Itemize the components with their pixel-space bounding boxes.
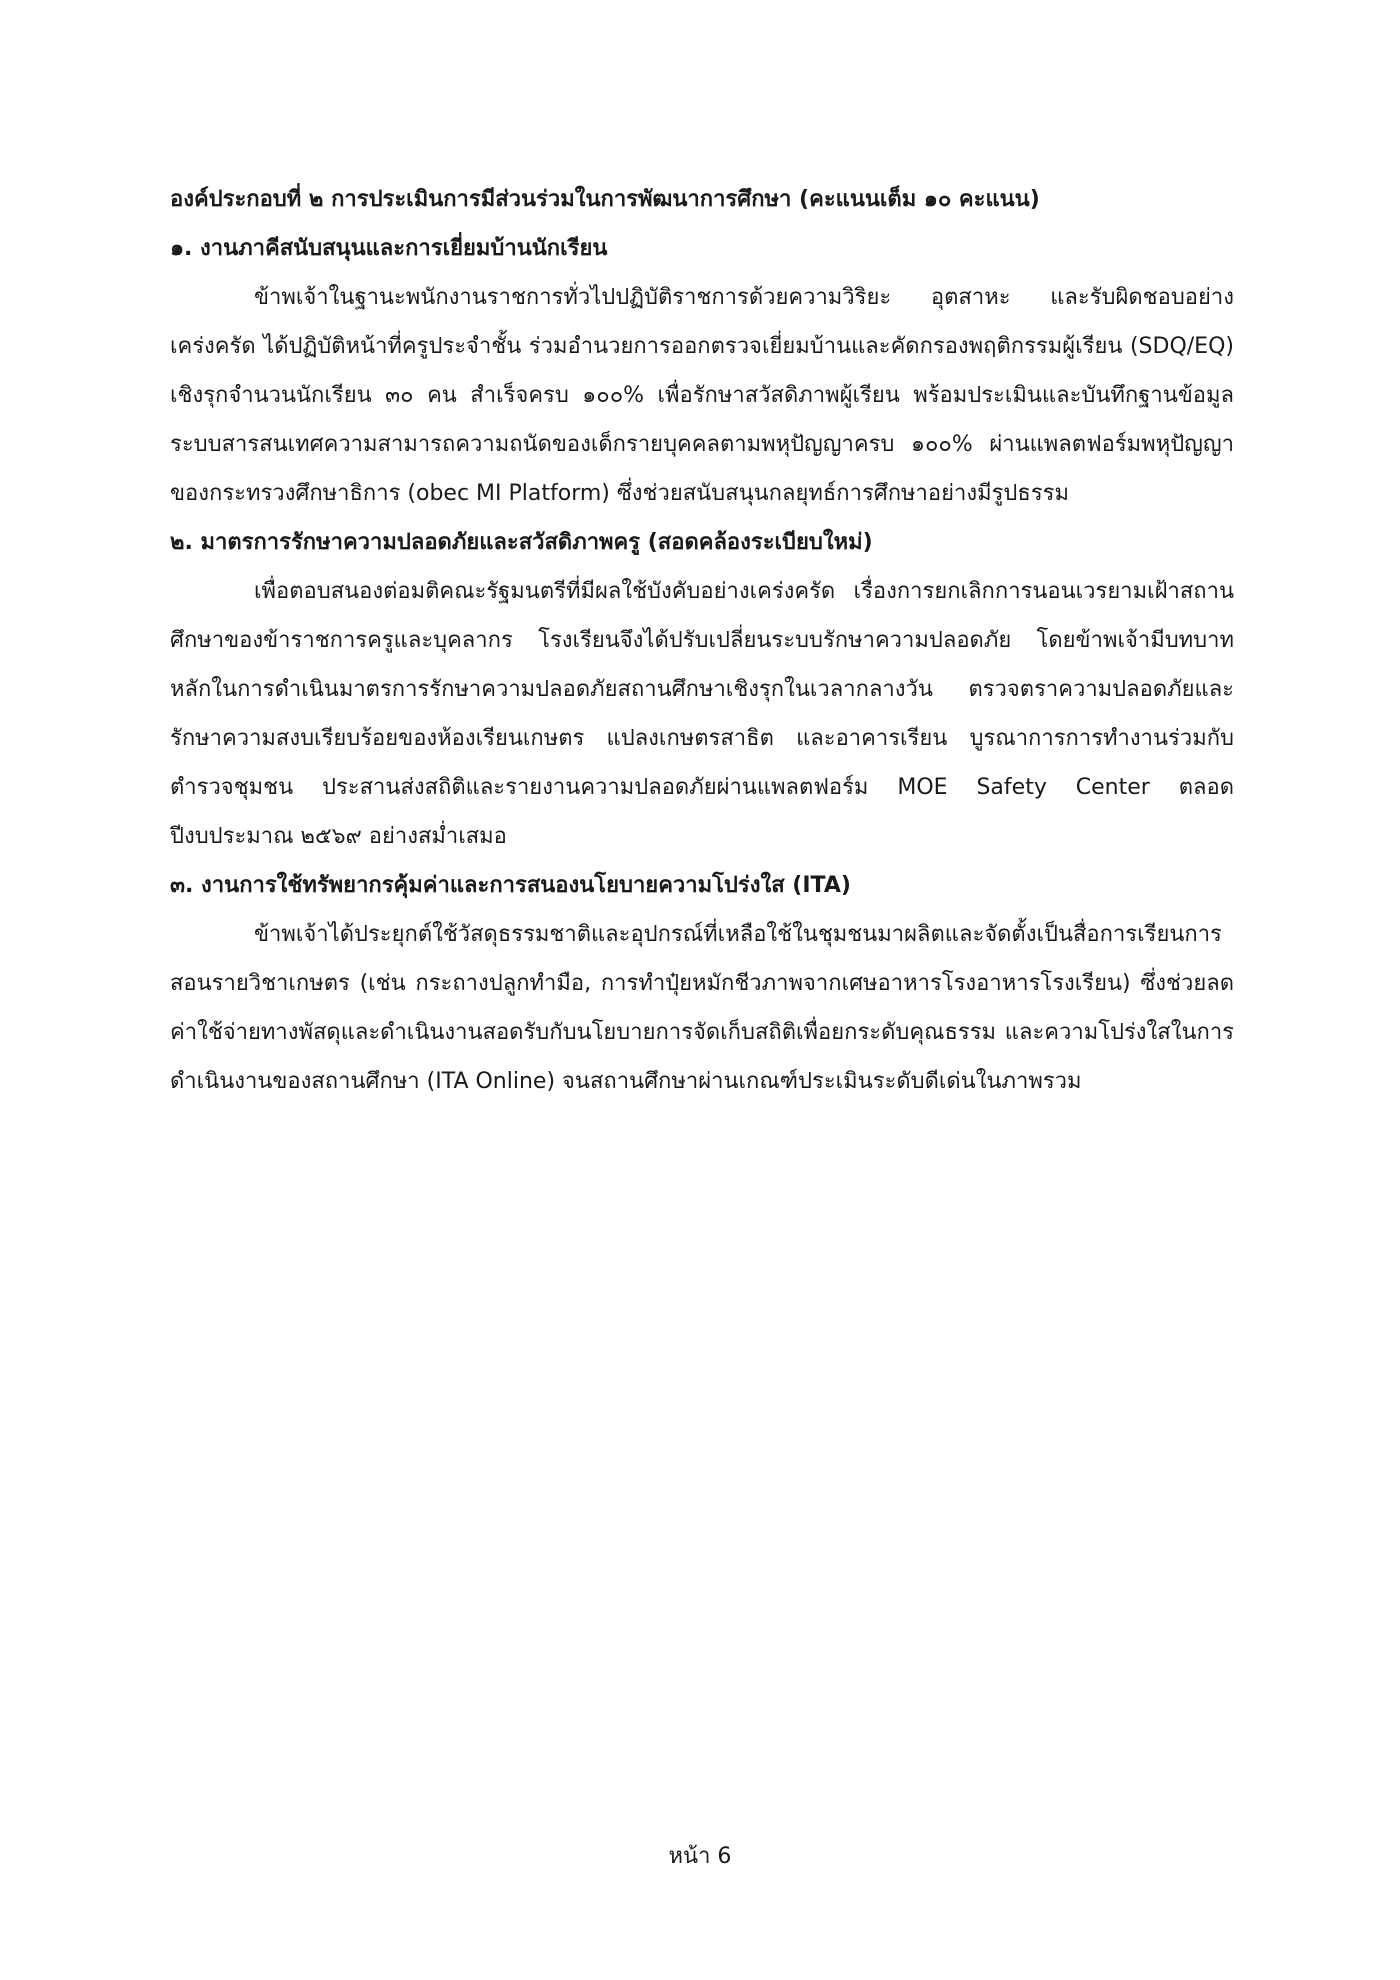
section-1-body: ข้าพเจ้าในฐานะพนักงานราชการทั่วไปปฏิบัติราชการด้วยความวิริยะ อุตสาหะ และรับผิดชอบอย่างเคร่งครัด ได้ปฏิบัติหน้าที่ครูประจำชั้น ร่วมอำนวยการออกตรวจเยี่ยมบ้านและคัดกรองพฤติกรรมผู้เรียน (SDQ/EQ) เชิงรุกจำนวนนักเรียน ๓๐ คน สำเร็จครบ ๑๐๐% เพื่อรักษาสวัสดิภาพผู้เรียน พร้อมประเมินและบันทึกฐานข้อมูลระบบสารสนเทศความสามารถความถนัดของเด็กรายบุคคลตามพหุปัญญาครบ ๑๐๐% ผ่านแพลตฟอร์มพหุปัญญา ของกระทรวงศึกษาธิการ (obec MI Platform) ซึ่งช่วยสนับสนุนกลยุทธ์การศึกษาอย่างมีรูปธรรม [170, 285, 1234, 506]
component-heading: องค์ประกอบที่ ๒ การประเมินการมีส่วนร่วมในการพัฒนาการศึกษา (คะแนนเต็ม ๑๐ คะแนน) [170, 187, 1040, 212]
section-3-heading: ๓. งานการใช้ทรัพยากรคุ้มค่าและการสนองนโยบายความโปร่งใส (ITA) [170, 873, 851, 898]
section-1-heading: ๑. งานภาคีสนับสนุนและการเยี่ยมบ้านนักเรียน [170, 236, 608, 261]
page-number: หน้า 6 [668, 1844, 732, 1869]
document-content [170, 175, 1234, 1106]
section-3-body: ข้าพเจ้าได้ประยุกต์ใช้วัสดุธรรมชาติและอุปกรณ์ที่เหลือใช้ในชุมชนมาผลิตและจัดตั้งเป็นสื่อการเรียนการสอนรายวิชาเกษตร (เช่น กระถางปลูกทำมือ, การทำปุ๋ยหมักชีวภาพจากเศษอาหารโรงอาหารโรงเรียน) ซึ่งช่วยลดค่าใช้จ่ายทางพัสดุและดำเนินงานสอดรับกับนโยบายการจัดเก็บสถิติเพื่อยกระดับคุณธรรม และความโปร่งใสในการดำเนินงานของสถานศึกษา (ITA Online) จนสถานศึกษาผ่านเกณฑ์ประเมินระดับดีเด่นในภาพรวม [170, 922, 1234, 1094]
section-2-heading: ๒. มาตรการรักษาความปลอดภัยและสวัสดิภาพครู (สอดคล้องระเบียบใหม่) [170, 530, 873, 555]
section-2-body: เพื่อตอบสนองต่อมติคณะรัฐมนตรีที่มีผลใช้บังคับอย่างเคร่งครัด เรื่องการยกเลิกการนอนเวรยามเฝ้าสถานศึกษาของข้าราชการครูและบุคลากร โรงเรียนจึงได้ปรับเปลี่ยนระบบรักษาความปลอดภัย โดยข้าพเจ้ามีบทบาทหลักในการดำเนินมาตรการรักษาความปลอดภัยสถานศึกษาเชิงรุกในเวลากลางวัน ตรวจตราความปลอดภัยและรักษาความสงบเรียบร้อยของห้องเรียนเกษตร แปลงเกษตรสาธิต และอาคารเรียน บูรณาการการทำงานร่วมกับตำรวจชุมชน ประสานส่งสถิติและรายงานความปลอดภัยผ่านแพลตฟอร์ม MOE Safety Center ตลอดปีงบประมาณ ๒๕๖๙ อย่างสม่ำเสมอ [170, 579, 1234, 849]
